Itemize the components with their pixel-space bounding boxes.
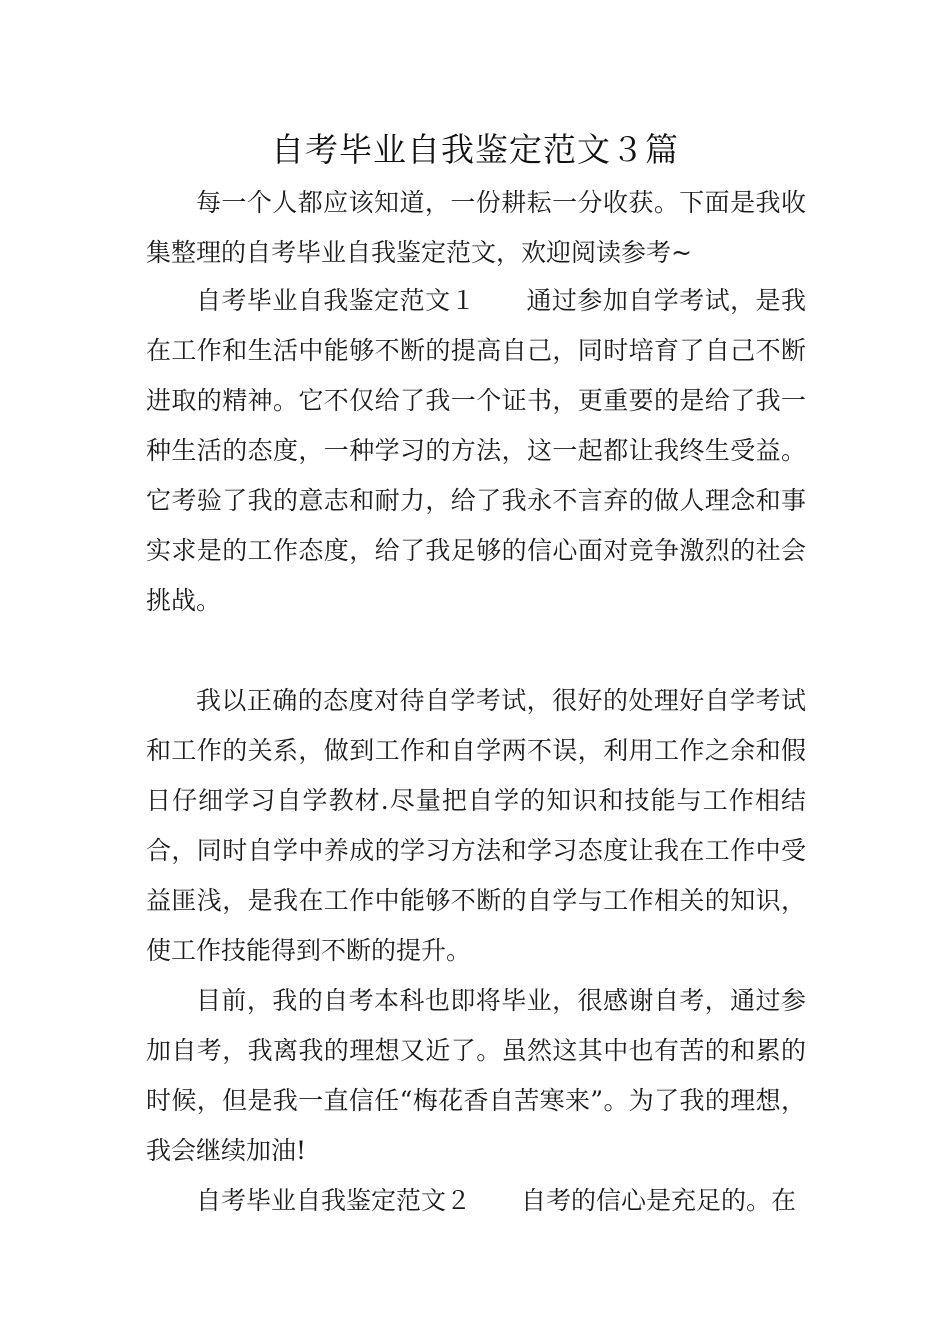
document-title: 自考毕业自我鉴定范文３篇 xyxy=(271,130,679,169)
section-2-heading: 自考毕业自我鉴定范文２ xyxy=(196,1186,472,1215)
section-1-text-1: 通过参加自学考试，是我在工作和生活中能够不断的提高自己，同时培育了自己不断进取的精神。它不仅给了我一个证书，更重要的是给了我一种生活的态度，一种学习的方法，这一起都让我终生受益。它考验了我的意志和耐力，给了我永不言弃的做人理念和事实求是的工作态度，给了我足够的信心面对竞争激烈的社会挑战。 xyxy=(146,286,806,615)
section-1-heading: 自考毕业自我鉴定范文１ xyxy=(196,286,476,315)
section-2-text-1: 自考的信心是充足的。在 xyxy=(521,1186,797,1215)
section-1-block-continued xyxy=(146,676,806,1226)
section-1-block xyxy=(146,276,806,626)
section-2-paragraph-1 xyxy=(146,1176,806,1226)
section-1-paragraph-2: 我以正确的态度对待自学考试，很好的处理好自学考试和工作的关系，做到工作和自学两不误，利用工作之余和假日仔细学习自学教材.尽量把自学的知识和技能与工作相结合，同时自学中养成的学习方法和学习态度让我在工作中受益匪浅，是我在工作中能够不断的自学与工作相关的知识，使工作技能得到不断的提升。 xyxy=(146,686,806,965)
intro-paragraph: 每一个人都应该知道，一份耕耘一分收获。下面是我收集整理的自考毕业自我鉴定范文，欢迎阅读参考~ xyxy=(146,188,806,267)
section-1-paragraph-1 xyxy=(146,276,806,626)
intro-block xyxy=(146,178,806,278)
section-1-paragraph-3: 目前，我的自考本科也即将毕业，很感谢自考，通过参加自考，我离我的理想又近了。虽然这其中也有苦的和累的时候，但是我一直信任“梅花香自苦寒来”。为了我的理想，我会继续加油! xyxy=(146,986,806,1165)
